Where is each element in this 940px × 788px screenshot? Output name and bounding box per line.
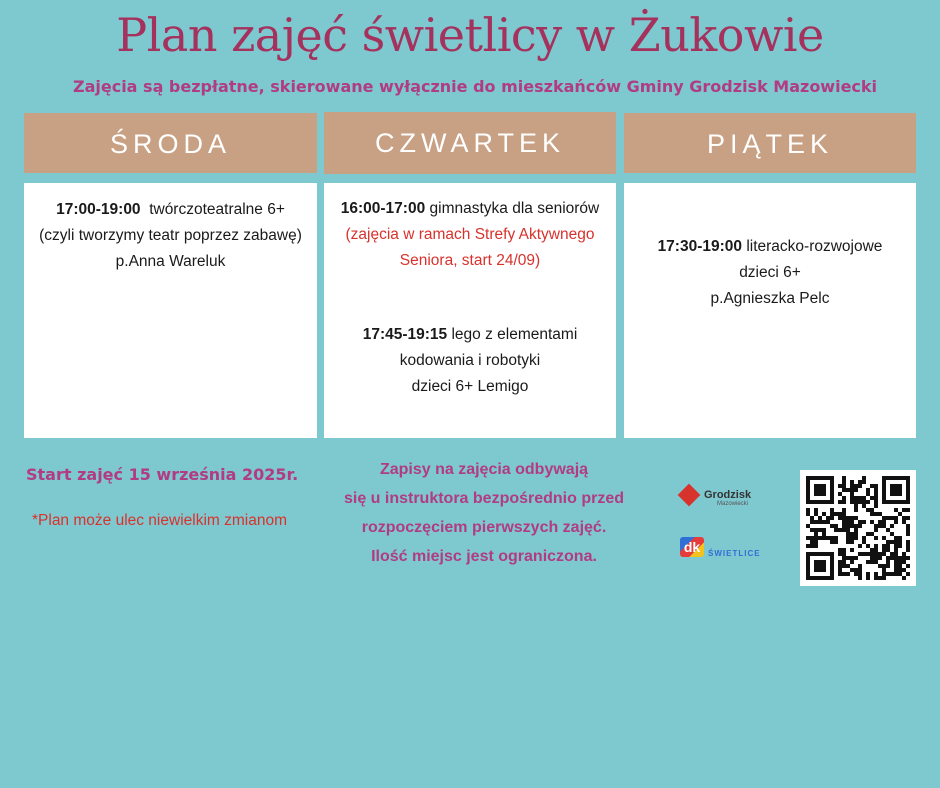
signup-line: się u instruktora bezpośrednio przed: [343, 490, 625, 507]
qr-code-icon: [800, 470, 916, 586]
entry-description: dzieci 6+ Lemigo: [411, 378, 529, 395]
day-box-thursday: [324, 183, 616, 438]
page-subtitle: Zajęcia są bezpłatne, skierowane wyłącznie do mieszkańców Gminy Grodzisk Mazowiecki: [72, 77, 878, 96]
signup-line: Ilość miejsc jest ograniczona.: [371, 548, 597, 565]
schedule-entry: [24, 197, 317, 275]
entry-time: 17:45-19:15: [362, 326, 448, 343]
entry-note: Seniora, start 24/09): [399, 252, 541, 269]
signup-info: [334, 455, 634, 571]
day-header-wednesday: ŚRODA: [24, 113, 317, 173]
entry-activity: twórczoteatralne 6+: [149, 201, 285, 218]
entry-time: 17:00-19:00: [56, 201, 141, 218]
entry-time: 17:30-19:00: [657, 238, 743, 255]
entry-description: dzieci 6+: [739, 264, 801, 281]
entry-activity: lego z elementami: [451, 326, 578, 343]
day-box-wednesday: [24, 183, 317, 438]
entry-instructor: p.Anna Wareluk: [115, 253, 226, 270]
schedule-entry: [324, 196, 616, 274]
day-header-thursday: CZWARTEK: [324, 112, 616, 174]
entry-note: (zajęcia w ramach Strefy Aktywnego: [345, 226, 595, 243]
schedule-entry: [324, 322, 616, 400]
page-title: Plan zajęć świetlicy w Żukowie: [116, 8, 824, 62]
entry-activity: literacko-rozwojowe: [746, 238, 883, 255]
dk-logo-text: ŚWIETLICE: [708, 549, 761, 558]
schedule-entry: [624, 234, 916, 312]
start-date-note: Start zajęć 15 września 2025r.: [26, 465, 299, 484]
signup-line: Zapisy na zajęcia odbywają: [379, 461, 589, 478]
entry-instructor: p.Agnieszka Pelc: [710, 290, 830, 307]
grodzisk-logo-name: Grodzisk: [704, 489, 752, 501]
plan-change-note: *Plan może ulec niewielkim zmianom: [32, 512, 287, 529]
entry-time: 16:00-17:00: [340, 200, 426, 217]
day-box-friday: [624, 183, 916, 438]
day-header-friday: PIĄTEK: [624, 113, 916, 173]
entry-activity: gimnastyka dla seniorów: [429, 200, 600, 217]
entry-description: kodowania i robotyki: [399, 352, 541, 369]
grodzisk-logo-sub: Mazowiecki: [717, 501, 749, 507]
grodzisk-logo-icon: [679, 485, 769, 511]
dk-swietlice-logo-icon: [680, 537, 770, 559]
dk-logo-mark: dk: [680, 537, 704, 557]
signup-line: rozpoczęciem pierwszych zajęć.: [361, 519, 607, 536]
entry-description: (czyli tworzymy teatr poprzez zabawę): [39, 227, 302, 244]
